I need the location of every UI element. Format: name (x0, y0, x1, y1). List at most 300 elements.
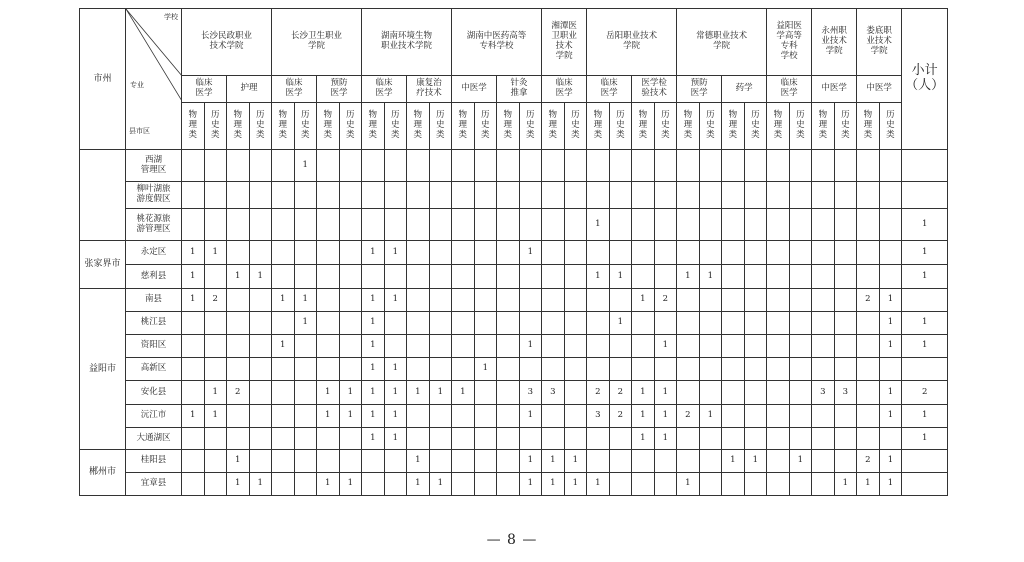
value-cell (227, 182, 250, 209)
value-cell (564, 241, 587, 265)
value-cell (812, 335, 835, 358)
value-cell (902, 358, 948, 381)
value-cell: 1 (677, 473, 700, 496)
value-cell (272, 265, 295, 289)
county-cell: 大通湖区 (126, 428, 182, 450)
value-cell (834, 265, 857, 289)
value-cell (182, 335, 205, 358)
value-cell (204, 265, 227, 289)
value-cell (294, 428, 317, 450)
value-cell (699, 312, 722, 335)
value-cell (519, 150, 542, 182)
value-cell (699, 182, 722, 209)
value-cell (744, 381, 767, 405)
value-cell (789, 381, 812, 405)
value-cell (272, 428, 295, 450)
stream-header: 物 理 类 (677, 103, 700, 150)
table-row (80, 405, 948, 428)
value-cell: 1 (542, 450, 565, 473)
value-cell: 1 (632, 405, 655, 428)
value-cell (384, 265, 407, 289)
value-cell (317, 358, 340, 381)
value-cell (204, 450, 227, 473)
value-cell: 2 (654, 289, 677, 312)
value-cell (339, 450, 362, 473)
value-cell (564, 150, 587, 182)
value-cell (497, 241, 520, 265)
value-cell (767, 381, 790, 405)
value-cell: 1 (879, 473, 902, 496)
value-cell (564, 358, 587, 381)
value-cell (227, 289, 250, 312)
value-cell: 1 (902, 405, 948, 428)
value-cell (407, 335, 430, 358)
value-cell (812, 358, 835, 381)
value-cell (902, 182, 948, 209)
value-cell (857, 265, 880, 289)
stream-header: 历 史 类 (474, 103, 497, 150)
value-cell (474, 150, 497, 182)
value-cell (429, 150, 452, 182)
table-row (80, 265, 948, 289)
value-cell: 1 (272, 289, 295, 312)
value-cell (677, 241, 700, 265)
value-cell (744, 182, 767, 209)
major-header: 临床 医学 (362, 76, 407, 103)
value-cell (452, 289, 475, 312)
value-cell (767, 209, 790, 241)
county-cell: 桂阳县 (126, 450, 182, 473)
value-cell (519, 428, 542, 450)
value-cell (227, 241, 250, 265)
value-cell (452, 335, 475, 358)
value-cell (654, 358, 677, 381)
value-cell (879, 265, 902, 289)
stream-header: 历 史 类 (294, 103, 317, 150)
school-header: 长沙卫生职业 学院 (272, 9, 362, 76)
value-cell (654, 473, 677, 496)
value-cell (722, 358, 745, 381)
value-cell (834, 358, 857, 381)
value-cell (609, 241, 632, 265)
stream-header: 物 理 类 (812, 103, 835, 150)
stream-header: 历 史 类 (429, 103, 452, 150)
value-cell (339, 182, 362, 209)
value-cell: 1 (362, 358, 385, 381)
value-cell (789, 473, 812, 496)
county-cell: 慈利县 (126, 265, 182, 289)
value-cell (317, 312, 340, 335)
value-cell (474, 265, 497, 289)
value-cell (789, 289, 812, 312)
value-cell (767, 289, 790, 312)
value-cell (564, 265, 587, 289)
value-cell (699, 150, 722, 182)
value-cell (879, 150, 902, 182)
stream-header: 物 理 类 (272, 103, 295, 150)
value-cell: 1 (429, 473, 452, 496)
value-cell (834, 450, 857, 473)
value-cell (204, 209, 227, 241)
value-cell (182, 381, 205, 405)
value-cell (452, 358, 475, 381)
value-cell (272, 358, 295, 381)
value-cell (294, 405, 317, 428)
county-cell: 南县 (126, 289, 182, 312)
stream-header: 历 史 类 (609, 103, 632, 150)
stream-header: 物 理 类 (857, 103, 880, 150)
value-cell (272, 450, 295, 473)
major-header: 中医学 (812, 76, 857, 103)
value-cell: 1 (789, 450, 812, 473)
value-cell (542, 358, 565, 381)
value-cell (879, 241, 902, 265)
value-cell (632, 335, 655, 358)
value-cell (542, 289, 565, 312)
value-cell (204, 182, 227, 209)
value-cell (767, 182, 790, 209)
value-cell (204, 358, 227, 381)
subtotal-header: 小计 （人） (902, 9, 948, 150)
major-header: 药学 (722, 76, 767, 103)
value-cell (699, 335, 722, 358)
value-cell (564, 312, 587, 335)
value-cell: 1 (474, 358, 497, 381)
value-cell (722, 381, 745, 405)
value-cell: 1 (339, 381, 362, 405)
value-cell (789, 241, 812, 265)
value-cell (879, 358, 902, 381)
value-cell (474, 335, 497, 358)
value-cell (452, 450, 475, 473)
major-header: 中医学 (452, 76, 497, 103)
value-cell (857, 405, 880, 428)
stream-header: 历 史 类 (699, 103, 722, 150)
value-cell (744, 265, 767, 289)
value-cell (249, 209, 272, 241)
value-cell: 2 (902, 381, 948, 405)
value-cell (294, 265, 317, 289)
value-cell (362, 450, 385, 473)
value-cell: 1 (362, 312, 385, 335)
value-cell: 3 (519, 381, 542, 405)
value-cell (632, 209, 655, 241)
county-cell: 安化县 (126, 381, 182, 405)
value-cell (609, 335, 632, 358)
stream-header: 物 理 类 (317, 103, 340, 150)
value-cell (834, 428, 857, 450)
value-cell: 1 (587, 209, 610, 241)
value-cell (744, 289, 767, 312)
table-row (80, 358, 948, 381)
value-cell (429, 428, 452, 450)
value-cell (587, 182, 610, 209)
value-cell (249, 289, 272, 312)
school-header: 岳阳职业技术 学院 (587, 9, 677, 76)
value-cell: 1 (677, 265, 700, 289)
value-cell: 1 (204, 241, 227, 265)
value-cell: 1 (902, 335, 948, 358)
value-cell (384, 335, 407, 358)
value-cell: 1 (272, 335, 295, 358)
value-cell (452, 209, 475, 241)
value-cell (744, 405, 767, 428)
value-cell (699, 381, 722, 405)
value-cell (429, 209, 452, 241)
value-cell (407, 241, 430, 265)
value-cell: 1 (879, 450, 902, 473)
value-cell (474, 209, 497, 241)
value-cell (722, 209, 745, 241)
stream-header: 历 史 类 (789, 103, 812, 150)
value-cell: 1 (362, 241, 385, 265)
value-cell (339, 150, 362, 182)
value-cell (812, 473, 835, 496)
value-cell (632, 265, 655, 289)
major-header: 预防 医学 (677, 76, 722, 103)
value-cell (407, 150, 430, 182)
value-cell: 1 (227, 473, 250, 496)
value-cell (497, 335, 520, 358)
city-cell (80, 150, 126, 241)
value-cell (654, 450, 677, 473)
value-cell (857, 241, 880, 265)
value-cell (249, 182, 272, 209)
value-cell (227, 150, 250, 182)
value-cell (609, 182, 632, 209)
school-header: 长沙民政职业 技术学院 (182, 9, 272, 76)
header-row-school (80, 9, 948, 76)
value-cell (699, 289, 722, 312)
value-cell (564, 381, 587, 405)
value-cell: 1 (407, 473, 430, 496)
value-cell (699, 209, 722, 241)
value-cell (654, 265, 677, 289)
value-cell (227, 312, 250, 335)
value-cell (744, 150, 767, 182)
value-cell (632, 473, 655, 496)
value-cell (474, 428, 497, 450)
value-cell (362, 265, 385, 289)
value-cell (429, 405, 452, 428)
school-header: 益阳医 学高等 专科 学校 (767, 9, 812, 76)
value-cell (339, 358, 362, 381)
value-cell (857, 312, 880, 335)
value-cell (317, 182, 340, 209)
value-cell: 1 (384, 381, 407, 405)
value-cell: 1 (407, 381, 430, 405)
value-cell (677, 150, 700, 182)
value-cell (317, 150, 340, 182)
value-cell (609, 450, 632, 473)
value-cell (249, 381, 272, 405)
value-cell (429, 335, 452, 358)
value-cell (294, 473, 317, 496)
school-header: 湖南环境生物 职业技术学院 (362, 9, 452, 76)
value-cell (834, 150, 857, 182)
value-cell: 1 (519, 450, 542, 473)
value-cell (609, 473, 632, 496)
value-cell (722, 335, 745, 358)
value-cell: 3 (587, 405, 610, 428)
value-cell (699, 450, 722, 473)
major-header: 护理 (227, 76, 272, 103)
value-cell (362, 150, 385, 182)
value-cell (182, 358, 205, 381)
value-cell: 2 (857, 450, 880, 473)
major-header: 针灸 推拿 (497, 76, 542, 103)
value-cell (722, 428, 745, 450)
value-cell (654, 182, 677, 209)
value-cell (587, 335, 610, 358)
value-cell (699, 473, 722, 496)
table-row (80, 473, 948, 496)
value-cell: 1 (834, 473, 857, 496)
value-cell (474, 312, 497, 335)
city-header: 市州 (80, 9, 126, 150)
value-cell: 1 (879, 405, 902, 428)
value-cell (722, 473, 745, 496)
value-cell (317, 241, 340, 265)
stream-header: 物 理 类 (542, 103, 565, 150)
value-cell (272, 473, 295, 496)
value-cell (587, 150, 610, 182)
value-cell: 1 (857, 473, 880, 496)
value-cell (249, 428, 272, 450)
value-cell (857, 358, 880, 381)
value-cell (744, 335, 767, 358)
table-row (80, 150, 948, 182)
value-cell (384, 473, 407, 496)
value-cell (744, 241, 767, 265)
value-cell: 1 (294, 312, 317, 335)
value-cell (542, 312, 565, 335)
value-cell (429, 241, 452, 265)
value-cell (812, 241, 835, 265)
value-cell (587, 428, 610, 450)
value-cell (744, 312, 767, 335)
value-cell (497, 405, 520, 428)
value-cell (272, 150, 295, 182)
value-cell (677, 312, 700, 335)
value-cell: 1 (542, 473, 565, 496)
header-row-stream (80, 103, 948, 150)
value-cell: 1 (317, 405, 340, 428)
value-cell: 1 (384, 241, 407, 265)
value-cell (429, 358, 452, 381)
value-cell (384, 312, 407, 335)
value-cell (587, 289, 610, 312)
major-header: 临床 医学 (182, 76, 227, 103)
value-cell (497, 182, 520, 209)
value-cell: 2 (204, 289, 227, 312)
value-cell (834, 241, 857, 265)
value-cell (294, 358, 317, 381)
value-cell (429, 450, 452, 473)
value-cell: 1 (632, 428, 655, 450)
value-cell (182, 428, 205, 450)
table-row (80, 241, 948, 265)
county-cell: 西湖 管理区 (126, 150, 182, 182)
value-cell (339, 289, 362, 312)
value-cell (452, 265, 475, 289)
value-cell (384, 450, 407, 473)
value-cell (834, 335, 857, 358)
stream-header: 物 理 类 (722, 103, 745, 150)
value-cell: 1 (519, 241, 542, 265)
value-cell (677, 289, 700, 312)
stream-header: 历 史 类 (879, 103, 902, 150)
value-cell (632, 450, 655, 473)
value-cell (362, 182, 385, 209)
value-cell (272, 241, 295, 265)
value-cell (767, 241, 790, 265)
value-cell (429, 182, 452, 209)
value-cell (249, 335, 272, 358)
value-cell (789, 405, 812, 428)
value-cell (767, 358, 790, 381)
value-cell: 1 (294, 289, 317, 312)
value-cell: 1 (519, 405, 542, 428)
value-cell: 1 (519, 335, 542, 358)
value-cell (317, 289, 340, 312)
value-cell (564, 182, 587, 209)
value-cell (654, 241, 677, 265)
value-cell (204, 428, 227, 450)
county-cell: 沅江市 (126, 405, 182, 428)
value-cell (407, 265, 430, 289)
value-cell (519, 182, 542, 209)
value-cell: 1 (609, 265, 632, 289)
value-cell: 1 (632, 289, 655, 312)
value-cell (812, 265, 835, 289)
value-cell: 1 (362, 428, 385, 450)
value-cell (654, 150, 677, 182)
value-cell (249, 150, 272, 182)
value-cell (677, 358, 700, 381)
value-cell (182, 450, 205, 473)
value-cell: 1 (879, 335, 902, 358)
value-cell: 1 (384, 428, 407, 450)
value-cell: 1 (902, 428, 948, 450)
value-cell (452, 241, 475, 265)
value-cell: 1 (699, 265, 722, 289)
value-cell (879, 428, 902, 450)
value-cell: 1 (632, 381, 655, 405)
value-cell (812, 182, 835, 209)
value-cell (744, 473, 767, 496)
value-cell (474, 241, 497, 265)
value-cell (812, 450, 835, 473)
value-cell: 1 (362, 289, 385, 312)
value-cell (609, 289, 632, 312)
value-cell (339, 265, 362, 289)
major-header: 临床 医学 (587, 76, 632, 103)
value-cell: 1 (452, 381, 475, 405)
value-cell (317, 428, 340, 450)
value-cell (339, 428, 362, 450)
county-cell: 柳叶湖旅 游度假区 (126, 182, 182, 209)
corner-label-major: 专业 (130, 81, 144, 89)
stream-header: 历 史 类 (564, 103, 587, 150)
value-cell (474, 473, 497, 496)
page-number: — 8 — (486, 532, 538, 548)
value-cell (272, 405, 295, 428)
value-cell (609, 428, 632, 450)
value-cell: 1 (879, 312, 902, 335)
value-cell (587, 358, 610, 381)
value-cell: 1 (587, 265, 610, 289)
